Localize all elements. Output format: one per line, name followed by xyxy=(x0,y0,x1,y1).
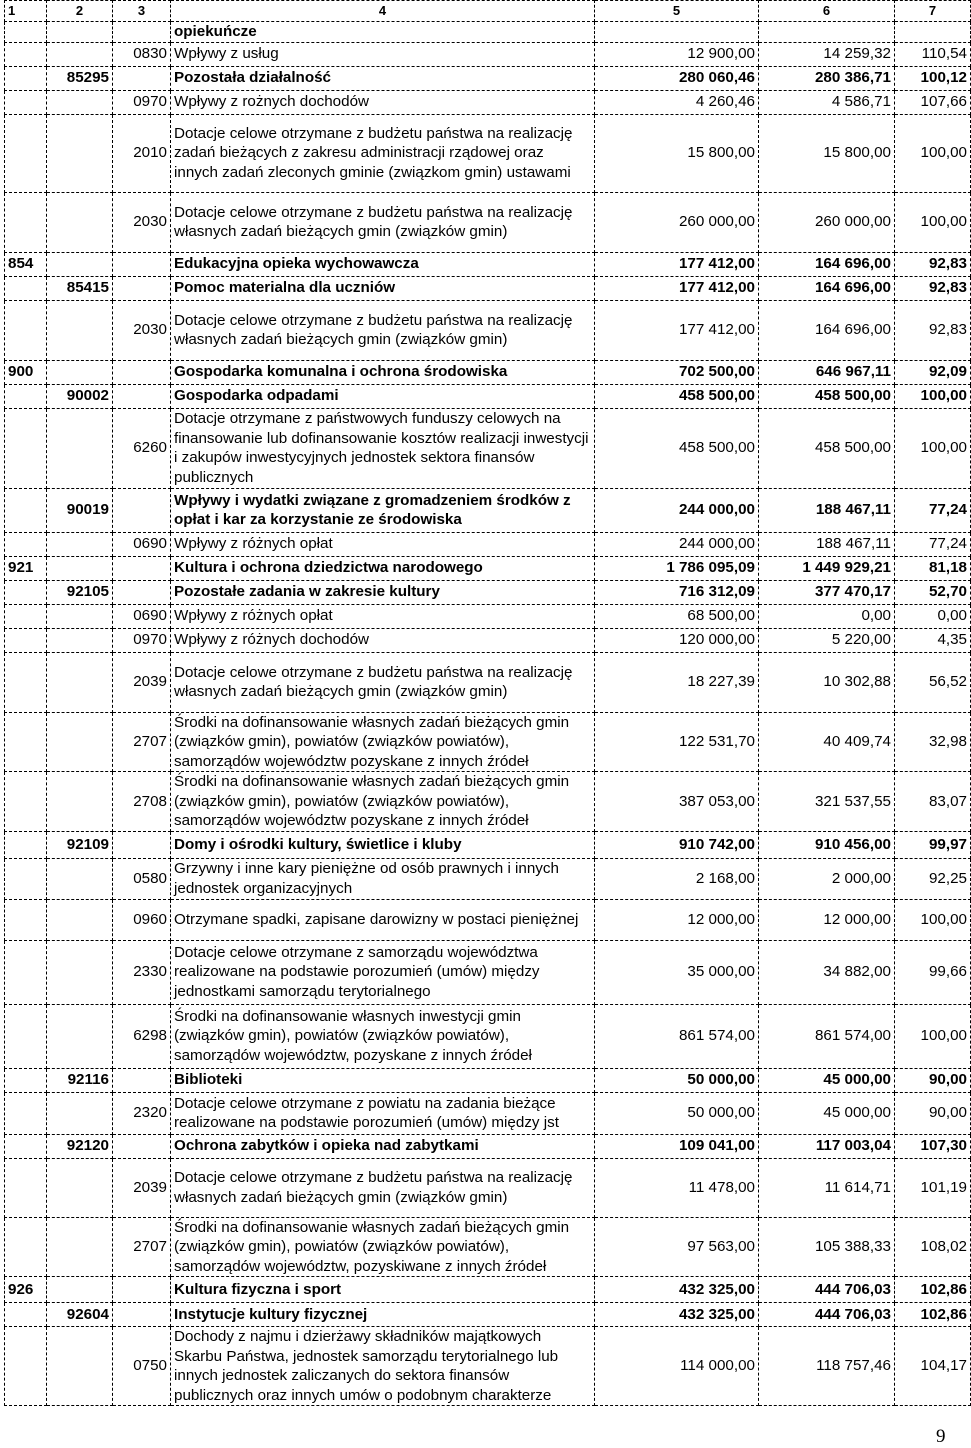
section-code xyxy=(5,604,47,628)
chapter-row xyxy=(5,384,971,408)
section-code xyxy=(5,66,47,90)
description: Dotacje otrzymane z państwowych funduszy celowych na finansowanie lub dofinansowanie kosztów realizacji inwestycji i zakupów inwestycyjnych jednostek sektora finansów publicznych xyxy=(171,408,595,488)
executed-amount: 188 467,11 xyxy=(759,532,895,556)
paragraph-code xyxy=(113,1277,171,1303)
planned-amount: 4 260,46 xyxy=(595,90,759,114)
chapter-code xyxy=(47,408,113,488)
section-code xyxy=(5,42,47,66)
column-header: 2 xyxy=(47,1,113,22)
planned-amount: 244 000,00 xyxy=(595,532,759,556)
chapter-code xyxy=(47,940,113,1004)
description: Pozostałe zadania w zakresie kultury xyxy=(171,580,595,604)
section-code xyxy=(5,21,47,42)
description: Kultura fizyczna i sport xyxy=(171,1277,595,1303)
planned-amount: 1 786 095,09 xyxy=(595,556,759,580)
executed-amount: 105 388,33 xyxy=(759,1217,895,1277)
executed-amount: 5 220,00 xyxy=(759,628,895,652)
section-code xyxy=(5,1327,47,1406)
paragraph-code xyxy=(113,1303,171,1327)
description: Instytucje kultury fizycznej xyxy=(171,1303,595,1327)
chapter-code xyxy=(47,1217,113,1277)
section-row xyxy=(5,556,971,580)
chapter-code xyxy=(47,21,113,42)
chapter-row xyxy=(5,1068,971,1092)
executed-amount: 34 882,00 xyxy=(759,940,895,1004)
chapter-code xyxy=(47,42,113,66)
description: Kultura i ochrona dziedzictwa narodowego xyxy=(171,556,595,580)
executed-amount: 646 967,11 xyxy=(759,360,895,384)
executed-amount: 164 696,00 xyxy=(759,252,895,276)
execution-percent: 102,86 xyxy=(895,1277,971,1303)
section-code xyxy=(5,1158,47,1217)
chapter-code xyxy=(47,192,113,252)
column-header: 3 xyxy=(113,1,171,22)
paragraph-code: 2330 xyxy=(113,940,171,1004)
execution-percent: 100,00 xyxy=(895,114,971,192)
chapter-code xyxy=(47,1277,113,1303)
executed-amount: 0,00 xyxy=(759,604,895,628)
planned-amount: 861 574,00 xyxy=(595,1004,759,1068)
chapter-code: 92120 xyxy=(47,1134,113,1158)
execution-percent: 92,83 xyxy=(895,276,971,300)
planned-amount xyxy=(595,21,759,42)
execution-percent: 100,00 xyxy=(895,408,971,488)
description: Gospodarka odpadami xyxy=(171,384,595,408)
section-code xyxy=(5,580,47,604)
section-code xyxy=(5,1303,47,1327)
chapter-row xyxy=(5,1134,971,1158)
description: Dotacje celowe otrzymane z samorządu województwa realizowane na podstawie porozumień (umów) między jednostkami samorządu terytorialnego xyxy=(171,940,595,1004)
table-row xyxy=(5,1327,971,1406)
description: Pomoc materialna dla uczniów xyxy=(171,276,595,300)
chapter-code xyxy=(47,556,113,580)
description: Ochrona zabytków i opieka nad zabytkami xyxy=(171,1134,595,1158)
planned-amount: 97 563,00 xyxy=(595,1217,759,1277)
paragraph-code: 2320 xyxy=(113,1092,171,1134)
paragraph-code xyxy=(113,21,171,42)
paragraph-code xyxy=(113,276,171,300)
planned-amount: 35 000,00 xyxy=(595,940,759,1004)
description: Wpływy z usług xyxy=(171,42,595,66)
chapter-code: 92105 xyxy=(47,580,113,604)
column-header: 6 xyxy=(759,1,895,22)
paragraph-code xyxy=(113,1134,171,1158)
section-code xyxy=(5,1217,47,1277)
section-row xyxy=(5,360,971,384)
chapter-row xyxy=(5,831,971,858)
chapter-code: 92109 xyxy=(47,831,113,858)
chapter-code xyxy=(47,712,113,772)
chapter-code xyxy=(47,652,113,712)
table-row xyxy=(5,1217,971,1277)
execution-percent: 52,70 xyxy=(895,580,971,604)
description: Wpływy i wydatki związane z gromadzeniem środków z opłat i kar za korzystanie ze środowiska xyxy=(171,488,595,532)
executed-amount: 40 409,74 xyxy=(759,712,895,772)
section-code xyxy=(5,1004,47,1068)
chapter-row xyxy=(5,1303,971,1327)
execution-percent: 81,18 xyxy=(895,556,971,580)
table-row xyxy=(5,1092,971,1134)
execution-percent: 108,02 xyxy=(895,1217,971,1277)
chapter-code xyxy=(47,300,113,360)
description: Wpływy z różnych dochodów xyxy=(171,628,595,652)
description: Domy i ośrodki kultury, świetlice i kluby xyxy=(171,831,595,858)
executed-amount: 444 706,03 xyxy=(759,1277,895,1303)
section-code xyxy=(5,1068,47,1092)
execution-percent: 32,98 xyxy=(895,712,971,772)
executed-amount: 164 696,00 xyxy=(759,300,895,360)
execution-percent: 92,83 xyxy=(895,300,971,360)
planned-amount: 50 000,00 xyxy=(595,1068,759,1092)
execution-percent: 107,66 xyxy=(895,90,971,114)
executed-amount: 321 537,55 xyxy=(759,772,895,832)
planned-amount: 458 500,00 xyxy=(595,384,759,408)
execution-percent: 92,25 xyxy=(895,858,971,899)
executed-amount: 260 000,00 xyxy=(759,192,895,252)
paragraph-code xyxy=(113,580,171,604)
paragraph-code xyxy=(113,1068,171,1092)
section-code: 921 xyxy=(5,556,47,580)
planned-amount: 120 000,00 xyxy=(595,628,759,652)
chapter-code xyxy=(47,532,113,556)
executed-amount: 10 302,88 xyxy=(759,652,895,712)
execution-percent: 99,97 xyxy=(895,831,971,858)
planned-amount: 11 478,00 xyxy=(595,1158,759,1217)
planned-amount: 716 312,09 xyxy=(595,580,759,604)
paragraph-code xyxy=(113,384,171,408)
section-code xyxy=(5,532,47,556)
paragraph-code: 2707 xyxy=(113,712,171,772)
chapter-code xyxy=(47,1327,113,1406)
executed-amount: 14 259,32 xyxy=(759,42,895,66)
paragraph-code: 0970 xyxy=(113,628,171,652)
chapter-code xyxy=(47,360,113,384)
planned-amount: 432 325,00 xyxy=(595,1303,759,1327)
section-code: 926 xyxy=(5,1277,47,1303)
chapter-row xyxy=(5,66,971,90)
executed-amount: 118 757,46 xyxy=(759,1327,895,1406)
executed-amount: 377 470,17 xyxy=(759,580,895,604)
section-code xyxy=(5,940,47,1004)
planned-amount: 50 000,00 xyxy=(595,1092,759,1134)
description: Dotacje celowe otrzymane z budżetu państwa na realizację własnych zadań bieżących gmin (związków gmin) xyxy=(171,652,595,712)
execution-percent: 92,83 xyxy=(895,252,971,276)
chapter-code: 92116 xyxy=(47,1068,113,1092)
chapter-row xyxy=(5,488,971,532)
section-code xyxy=(5,90,47,114)
table-row xyxy=(5,712,971,772)
paragraph-code: 2708 xyxy=(113,772,171,832)
column-header: 4 xyxy=(171,1,595,22)
paragraph-code xyxy=(113,360,171,384)
description: Dotacje celowe otrzymane z budżetu państwa na realizację zadań bieżących z zakresu administracji rządowej oraz innych zadań zleconych gminie (związkom gmin) ustawami xyxy=(171,114,595,192)
planned-amount: 177 412,00 xyxy=(595,300,759,360)
paragraph-code: 0690 xyxy=(113,604,171,628)
description: Wpływy z różnych opłat xyxy=(171,532,595,556)
executed-amount: 11 614,71 xyxy=(759,1158,895,1217)
planned-amount: 12 000,00 xyxy=(595,899,759,940)
planned-amount: 12 900,00 xyxy=(595,42,759,66)
table-row xyxy=(5,90,971,114)
execution-percent: 100,00 xyxy=(895,899,971,940)
chapter-code: 92604 xyxy=(47,1303,113,1327)
execution-percent: 4,35 xyxy=(895,628,971,652)
paragraph-code xyxy=(113,488,171,532)
paragraph-code: 0960 xyxy=(113,899,171,940)
chapter-code: 90019 xyxy=(47,488,113,532)
planned-amount: 177 412,00 xyxy=(595,252,759,276)
section-code xyxy=(5,858,47,899)
table-row xyxy=(5,899,971,940)
execution-percent: 100,00 xyxy=(895,1004,971,1068)
chapter-code xyxy=(47,1092,113,1134)
execution-percent: 92,09 xyxy=(895,360,971,384)
execution-percent: 83,07 xyxy=(895,772,971,832)
chapter-code xyxy=(47,1004,113,1068)
description: Grzywny i inne kary pieniężne od osób prawnych i innych jednostek organizacyjnych xyxy=(171,858,595,899)
column-header: 1 xyxy=(5,1,47,22)
executed-amount: 458 500,00 xyxy=(759,384,895,408)
description: Dotacje celowe otrzymane z powiatu na zadania bieżące realizowane na podstawie porozumień (umów) między jst xyxy=(171,1092,595,1134)
table-row xyxy=(5,408,971,488)
section-code: 900 xyxy=(5,360,47,384)
chapter-code xyxy=(47,858,113,899)
execution-percent: 107,30 xyxy=(895,1134,971,1158)
description: Edukacyjna opieka wychowawcza xyxy=(171,252,595,276)
description: opiekuńcze xyxy=(171,21,595,42)
section-code xyxy=(5,1134,47,1158)
execution-percent: 77,24 xyxy=(895,488,971,532)
description: Wpływy z rożnych dochodów xyxy=(171,90,595,114)
execution-percent: 104,17 xyxy=(895,1327,971,1406)
paragraph-code: 2707 xyxy=(113,1217,171,1277)
paragraph-code: 0970 xyxy=(113,90,171,114)
section-code xyxy=(5,772,47,832)
section-code xyxy=(5,831,47,858)
section-code xyxy=(5,192,47,252)
planned-amount: 910 742,00 xyxy=(595,831,759,858)
planned-amount: 458 500,00 xyxy=(595,408,759,488)
paragraph-code: 0580 xyxy=(113,858,171,899)
chapter-code xyxy=(47,628,113,652)
planned-amount: 280 060,46 xyxy=(595,66,759,90)
executed-amount: 861 574,00 xyxy=(759,1004,895,1068)
paragraph-code: 2010 xyxy=(113,114,171,192)
executed-amount: 188 467,11 xyxy=(759,488,895,532)
description: Wpływy z różnych opłat xyxy=(171,604,595,628)
budget-table xyxy=(4,0,971,1406)
table-row xyxy=(5,772,971,832)
table-row xyxy=(5,1158,971,1217)
description: Środki na dofinansowanie własnych zadań bieżących gmin (związków gmin), powiatów (związków powiatów), samorządów województw, pozyskiwane z innych źródeł xyxy=(171,1217,595,1277)
execution-percent: 102,86 xyxy=(895,1303,971,1327)
execution-percent xyxy=(895,21,971,42)
planned-amount: 68 500,00 xyxy=(595,604,759,628)
planned-amount: 114 000,00 xyxy=(595,1327,759,1406)
chapter-code xyxy=(47,1158,113,1217)
planned-amount: 2 168,00 xyxy=(595,858,759,899)
executed-amount xyxy=(759,21,895,42)
planned-amount: 387 053,00 xyxy=(595,772,759,832)
table-row xyxy=(5,42,971,66)
paragraph-code: 2039 xyxy=(113,652,171,712)
header-row xyxy=(5,1,971,22)
paragraph-code: 0690 xyxy=(113,532,171,556)
chapter-code: 85295 xyxy=(47,66,113,90)
section-code xyxy=(5,384,47,408)
planned-amount: 260 000,00 xyxy=(595,192,759,252)
paragraph-code xyxy=(113,252,171,276)
table-body xyxy=(5,21,971,1406)
table-row xyxy=(5,652,971,712)
description: Pozostała działalność xyxy=(171,66,595,90)
section-code xyxy=(5,408,47,488)
section-code: 854 xyxy=(5,252,47,276)
executed-amount: 444 706,03 xyxy=(759,1303,895,1327)
paragraph-code xyxy=(113,66,171,90)
chapter-code: 85415 xyxy=(47,276,113,300)
description: Środki na dofinansowanie własnych zadań bieżących gmin (związków gmin), powiatów (związków powiatów), samorządów województw pozyskane z innych źródeł xyxy=(171,712,595,772)
chapter-code xyxy=(47,899,113,940)
chapter-code xyxy=(47,604,113,628)
execution-percent: 100,00 xyxy=(895,192,971,252)
paragraph-code xyxy=(113,556,171,580)
paragraph-code: 0830 xyxy=(113,42,171,66)
paragraph-code: 2039 xyxy=(113,1158,171,1217)
paragraph-code: 2030 xyxy=(113,192,171,252)
description: Środki na dofinansowanie własnych inwestycji gmin (związków gmin), powiatów (związków powiatów), samorządów województw, pozyskane z innych źródeł xyxy=(171,1004,595,1068)
table-row xyxy=(5,628,971,652)
column-header: 5 xyxy=(595,1,759,22)
chapter-row xyxy=(5,580,971,604)
planned-amount: 244 000,00 xyxy=(595,488,759,532)
description: Gospodarka komunalna i ochrona środowiska xyxy=(171,360,595,384)
paragraph-code: 0750 xyxy=(113,1327,171,1406)
chapter-code xyxy=(47,252,113,276)
table-row xyxy=(5,192,971,252)
execution-percent: 99,66 xyxy=(895,940,971,1004)
table-row xyxy=(5,532,971,556)
execution-percent: 110,54 xyxy=(895,42,971,66)
planned-amount: 702 500,00 xyxy=(595,360,759,384)
description: Biblioteki xyxy=(171,1068,595,1092)
description: Środki na dofinansowanie własnych zadań bieżących gmin (związków gmin), powiatów (związków powiatów), samorządów województw pozyskane z innych źródeł xyxy=(171,772,595,832)
section-code xyxy=(5,899,47,940)
section-code xyxy=(5,628,47,652)
executed-amount: 45 000,00 xyxy=(759,1068,895,1092)
execution-percent: 77,24 xyxy=(895,532,971,556)
planned-amount: 432 325,00 xyxy=(595,1277,759,1303)
chapter-code xyxy=(47,90,113,114)
section-code xyxy=(5,1092,47,1134)
chapter-code: 90002 xyxy=(47,384,113,408)
executed-amount: 280 386,71 xyxy=(759,66,895,90)
execution-percent: 0,00 xyxy=(895,604,971,628)
table-row xyxy=(5,1004,971,1068)
chapter-code xyxy=(47,772,113,832)
paragraph-code xyxy=(113,831,171,858)
description: Dotacje celowe otrzymane z budżetu państwa na realizację własnych zadań bieżących gmin (związków gmin) xyxy=(171,192,595,252)
planned-amount: 109 041,00 xyxy=(595,1134,759,1158)
chapter-row xyxy=(5,276,971,300)
description: Otrzymane spadki, zapisane darowizny w postaci pieniężnej xyxy=(171,899,595,940)
column-header: 7 xyxy=(895,1,971,22)
section-code xyxy=(5,276,47,300)
executed-amount: 458 500,00 xyxy=(759,408,895,488)
description: Dochody z najmu i dzierżawy składników majątkowych Skarbu Państwa, jednostek samorządu terytorialnego lub innych jednostek zaliczanych do sektora finansów publicznych oraz innych umów o podobnym charakterze xyxy=(171,1327,595,1406)
execution-percent: 100,12 xyxy=(895,66,971,90)
execution-percent: 90,00 xyxy=(895,1092,971,1134)
section-code xyxy=(5,114,47,192)
planned-amount: 177 412,00 xyxy=(595,276,759,300)
description: Dotacje celowe otrzymane z budżetu państwa na realizację własnych zadań bieżących gmin (związków gmin) xyxy=(171,300,595,360)
paragraph-code: 6260 xyxy=(113,408,171,488)
section-code xyxy=(5,712,47,772)
table-row xyxy=(5,21,971,42)
section-code xyxy=(5,652,47,712)
section-code xyxy=(5,488,47,532)
executed-amount: 15 800,00 xyxy=(759,114,895,192)
table-row xyxy=(5,604,971,628)
execution-percent: 100,00 xyxy=(895,384,971,408)
executed-amount: 45 000,00 xyxy=(759,1092,895,1134)
planned-amount: 122 531,70 xyxy=(595,712,759,772)
page-number: 9 xyxy=(936,1426,946,1447)
section-row xyxy=(5,252,971,276)
table-row xyxy=(5,114,971,192)
execution-percent: 90,00 xyxy=(895,1068,971,1092)
execution-percent: 56,52 xyxy=(895,652,971,712)
planned-amount: 18 227,39 xyxy=(595,652,759,712)
section-row xyxy=(5,1277,971,1303)
executed-amount: 910 456,00 xyxy=(759,831,895,858)
planned-amount: 15 800,00 xyxy=(595,114,759,192)
paragraph-code: 2030 xyxy=(113,300,171,360)
executed-amount: 1 449 929,21 xyxy=(759,556,895,580)
section-code xyxy=(5,300,47,360)
executed-amount: 2 000,00 xyxy=(759,858,895,899)
executed-amount: 117 003,04 xyxy=(759,1134,895,1158)
chapter-code xyxy=(47,114,113,192)
paragraph-code: 6298 xyxy=(113,1004,171,1068)
execution-percent: 101,19 xyxy=(895,1158,971,1217)
table-row xyxy=(5,858,971,899)
executed-amount: 164 696,00 xyxy=(759,276,895,300)
executed-amount: 4 586,71 xyxy=(759,90,895,114)
table-row xyxy=(5,300,971,360)
table-row xyxy=(5,940,971,1004)
description: Dotacje celowe otrzymane z budżetu państwa na realizację własnych zadań bieżących gmin (związków gmin) xyxy=(171,1158,595,1217)
executed-amount: 12 000,00 xyxy=(759,899,895,940)
